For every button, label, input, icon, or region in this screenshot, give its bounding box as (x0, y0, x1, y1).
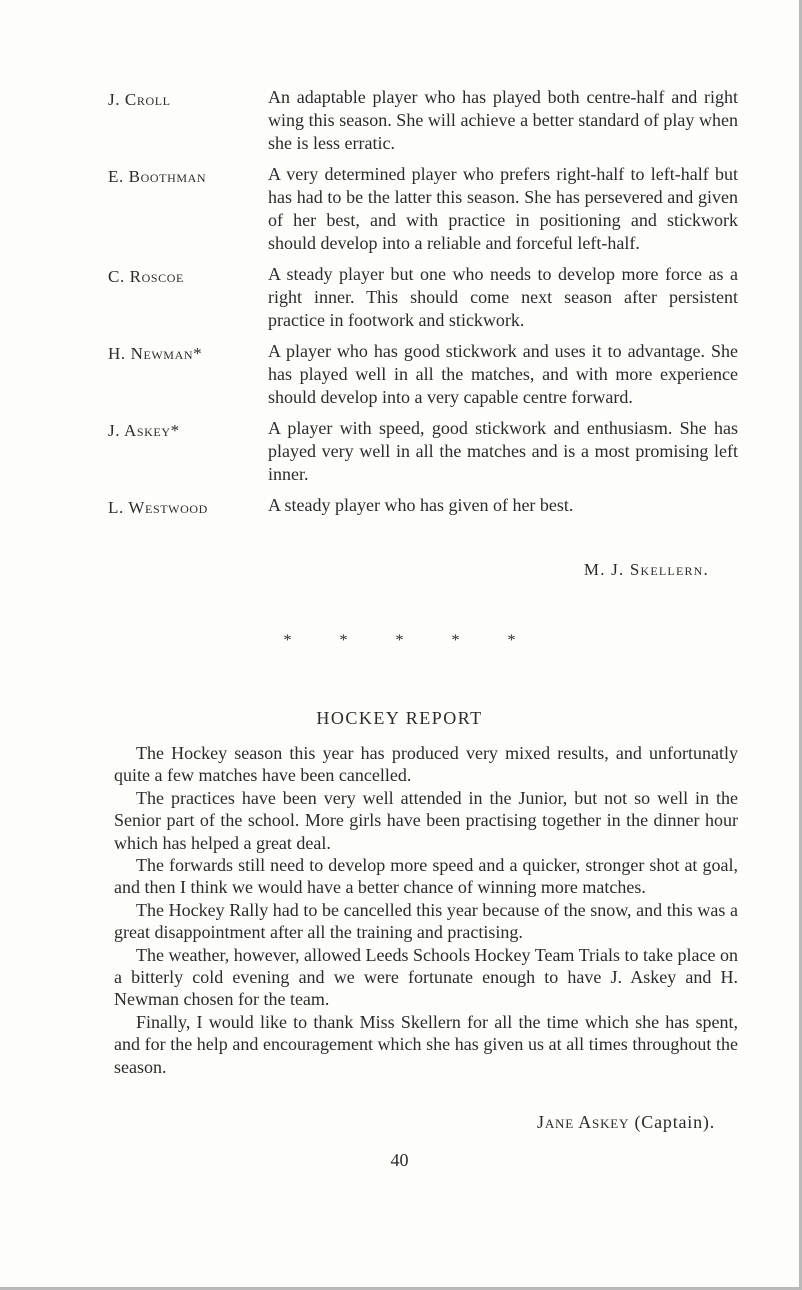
roster-entry (108, 263, 738, 332)
roster-entry (108, 494, 738, 519)
report-paragraph: The weather, however, allowed Leeds Schools Hockey Team Trials to take place on a bitterly cold evening and we were fortunate enough to have J. Askey and H. Newman chosen for the team. (114, 944, 738, 1010)
player-name: E. Boothman (108, 167, 207, 186)
separator-star: * (451, 632, 460, 649)
roster-entry (108, 417, 738, 486)
report-heading: HOCKEY REPORT (316, 708, 483, 728)
separator-star: * (395, 632, 404, 649)
page-number: 40 (390, 1150, 409, 1170)
player-description: A player with speed, good stickwork and enthusiasm. She has played very well in all the matches and is a most promising left inner. (268, 418, 738, 484)
report-body (114, 742, 738, 1078)
player-roster (108, 86, 738, 527)
separator-star: * (339, 632, 348, 649)
roster-entry (108, 86, 738, 155)
player-description: A very determined player who prefers right-half to left-half but has had to be the latter this season. She has persevered and given of her best, and with practice in positioning and stickwork should develop into a reliable and forceful left-half. (268, 164, 738, 253)
report-paragraph: The practices have been very well attended in the Junior, but not so well in the Senior part of the school. More girls have been practising together in the dinner hour which has helped a great deal. (114, 787, 738, 853)
signature-role: (Captain). (634, 1112, 715, 1132)
player-name: J. Askey* (108, 421, 180, 440)
report-signature (537, 1112, 715, 1133)
player-name: J. Croll (108, 90, 171, 109)
roster-entry (108, 340, 738, 409)
player-description: A steady player who has given of her best. (268, 495, 574, 515)
report-paragraph: The Hockey season this year has produced very mixed results, and unfortunatly quite a few matches have been cancelled. (114, 743, 738, 786)
player-description: An adaptable player who has played both centre-half and right wing this season. She will achieve a better standard of play when she is less erratic. (268, 87, 738, 153)
separator-star: * (283, 632, 292, 649)
player-name: C. Roscoe (108, 267, 184, 286)
signature-name: Jane Askey (537, 1112, 630, 1132)
report-paragraph: The forwards still need to develop more speed and a quicker, stronger shot at goal, and then I think we would have a better chance of winning more matches. (114, 855, 738, 898)
player-description: A player who has good stickwork and uses it to advantage. She has played well in all the matches, and with more experience should develop into a very capable centre forward. (268, 341, 738, 407)
report-paragraph: Finally, I would like to thank Miss Skellern for all the time which she has spent, and for the help and encouragement which she has given us at all times throughout the season. (114, 1011, 738, 1077)
section-separator (0, 632, 799, 650)
player-name: L. Westwood (108, 498, 208, 517)
roster-entry (108, 163, 738, 255)
separator-star: * (507, 632, 516, 649)
player-description: A steady player but one who needs to develop more force as a right inner. This should come next season after persistent practice in footwork and stickwork. (268, 264, 738, 330)
player-name: H. Newman* (108, 344, 203, 363)
report-paragraph: The Hockey Rally had to be cancelled this year because of the snow, and this was a great disappointment after all the training and practising. (114, 899, 738, 943)
roster-signature: M. J. Skellern. (583, 560, 709, 579)
